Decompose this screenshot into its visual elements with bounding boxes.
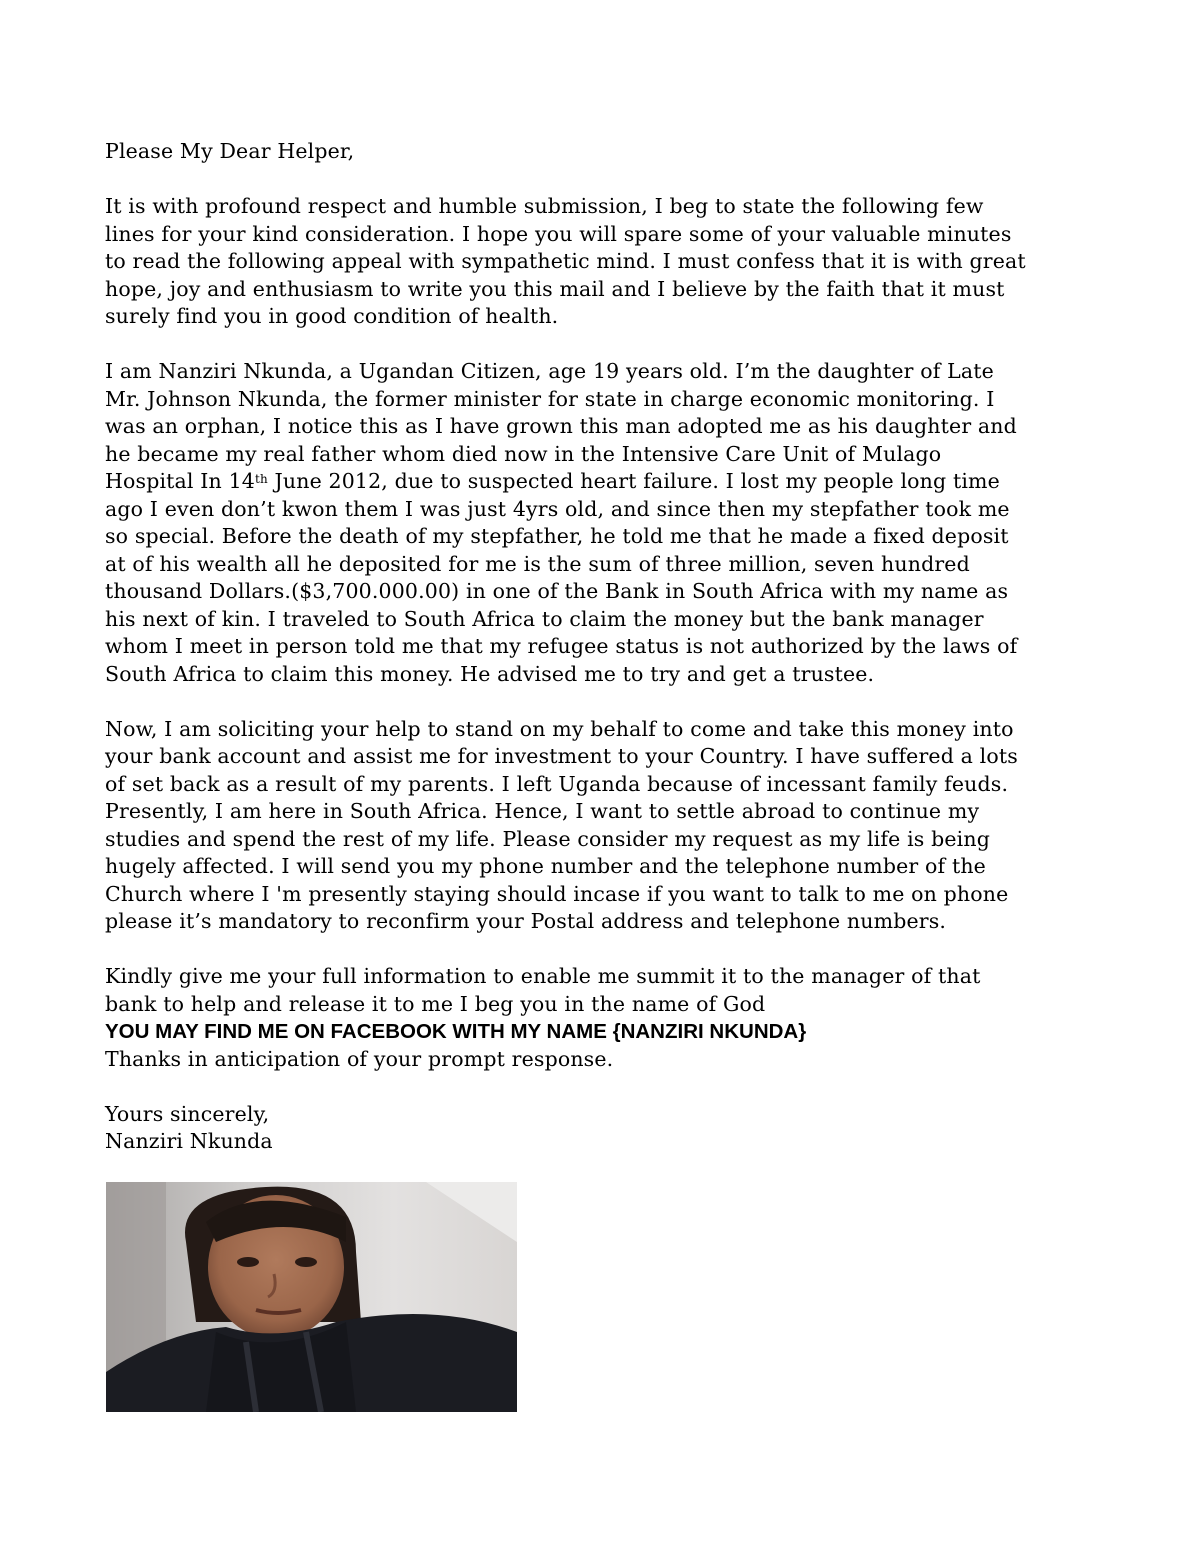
paragraph-intro: It is with profound respect and humble submission, I beg to state the following few lines for your kind consideration. I hope you will spare some of your valuable minutes to read the following appeal with sympathetic mind. I must confess that it is with great hope, joy and enthusiasm to write you this mail and I believe by the faith that it must surely find you in good condition of health. bbox=[105, 194, 1026, 328]
signature-name: Nanziri Nkunda bbox=[105, 1129, 273, 1153]
paragraph-background-part-a: I am Nanziri Nkunda, a Ugandan Citizen, age 19 years old. I’m the daughter of Late Mr. Johnson Nkunda, the former minister for state in charge economic monitoring. I was an orphan, I notice this as I have grown this man adopted me as his daughter and he became my real father whom died now in the Intensive Care Unit of Mulago Hospital In 14 bbox=[105, 359, 1017, 493]
closing: Yours sincerely, bbox=[105, 1101, 270, 1126]
portrait-image bbox=[106, 1182, 517, 1412]
sender-photo bbox=[106, 1182, 517, 1412]
facebook-note: YOU MAY FIND ME ON FACEBOOK WITH MY NAME {NANZIRI NKUNDA} bbox=[105, 1020, 807, 1043]
letter-body bbox=[105, 138, 1115, 1156]
greeting: Please My Dear Helper, bbox=[105, 139, 355, 163]
paragraph-background-part-b: June 2012, due to suspected heart failure. I lost my people long time ago I even don’t kwon them I was just 4yrs old, and since then my stepfather took me so special. Before the death of my stepfather, he told me that he made a fixed deposit at of his wealth all he deposited for me is the sum of three million, seven hundred thousand Dollars.($3,700.000.00) in one of the Bank in South Africa with my name as his next of kin. I traveled to South Africa to claim the money but the bank manager whom I meet in person told me that my refugee status is not authorized by the laws of South Africa to claim this money. He advised me to try and get a trustee. bbox=[105, 469, 1018, 686]
paragraph-background bbox=[105, 358, 1115, 688]
thanks-line: Thanks in anticipation of your prompt response. bbox=[105, 1046, 614, 1071]
ordinal-suffix: th bbox=[254, 472, 268, 486]
paragraph-request: Now, I am soliciting your help to stand on my behalf to come and take this money into your bank account and assist me for investment to your Country. I have suffered a lots of set back as a result of my parents. I left Uganda because of incessant family feuds. Presently, I am here in South Africa. Hence, I want to settle abroad to continue my studies and spend the rest of my life. Please consider my request as my life is being hugely affected. I will send you my phone number and the telephone number of the Church where I 'm presently staying should incase if you want to talk to me on phone please it’s mandatory to reconfirm your Postal address and telephone numbers. bbox=[105, 716, 1018, 933]
paragraph-information: Kindly give me your full information to enable me summit it to the manager of that bank to help and release it to me I beg you in the name of God bbox=[105, 964, 981, 1016]
